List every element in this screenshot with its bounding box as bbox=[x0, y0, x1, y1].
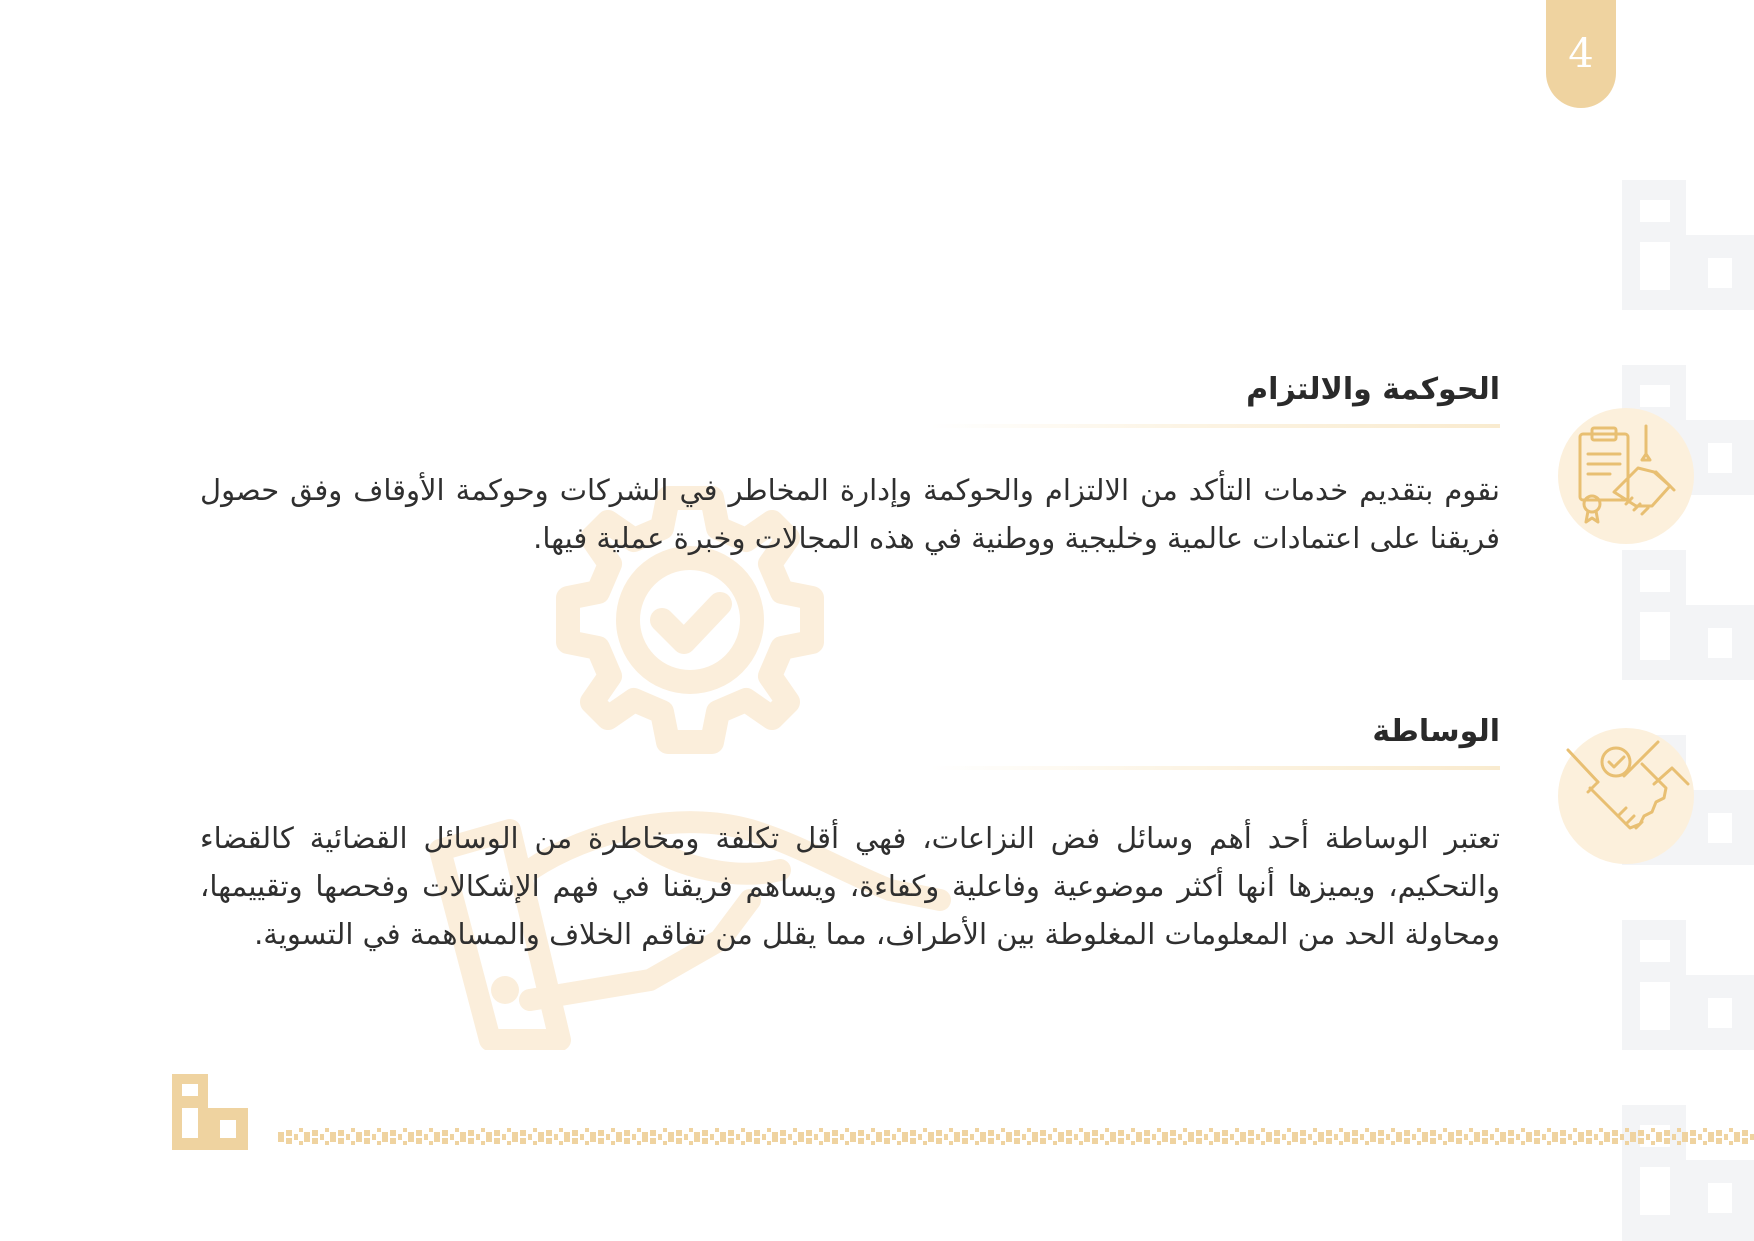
governance-icon-badge bbox=[1558, 408, 1694, 544]
decorative-pattern-band bbox=[278, 1128, 1754, 1146]
page-number: 4 bbox=[1546, 0, 1616, 108]
side-pattern-strip bbox=[1622, 180, 1754, 1241]
title-underline bbox=[930, 424, 1500, 428]
mediation-icon-badge bbox=[1558, 728, 1694, 864]
brand-logo-icon bbox=[172, 1074, 248, 1150]
title-underline bbox=[930, 766, 1500, 770]
section-body-governance: نقوم بتقديم خدمات التأكد من الالتزام والحوكمة وإدارة المخاطر في الشركات وحوكمة الأوقاف وفق حصول فريقنا على اعتمادات عالمية وخليجية ووطنية في هذه المجالات وخبرة عملية فيها. bbox=[200, 473, 1500, 555]
contract-handshake-icon bbox=[1558, 408, 1694, 544]
section-title-governance: الحوكمة والالتزام bbox=[1246, 372, 1500, 407]
handshake-check-icon bbox=[1558, 728, 1694, 864]
section-title-mediation: الوساطة bbox=[1372, 714, 1500, 749]
section-body-mediation: تعتبر الوساطة أحد أهم وسائل فض النزاعات، فهي أقل تكلفة ومخاطرة من الوسائل القضائية كالقضاء والتحكيم، ويميزها أنها أكثر موضوعية وفاعلية وكفاءة، ويساهم فريقنا في فهم الإشكالات وفحصها وتقييمها، ومحاولة الحد من المعلومات المغلوطة بين الأطراف، مما يقلل من تفاقم الخلاف والمساهمة في التسوية. bbox=[200, 821, 1500, 951]
